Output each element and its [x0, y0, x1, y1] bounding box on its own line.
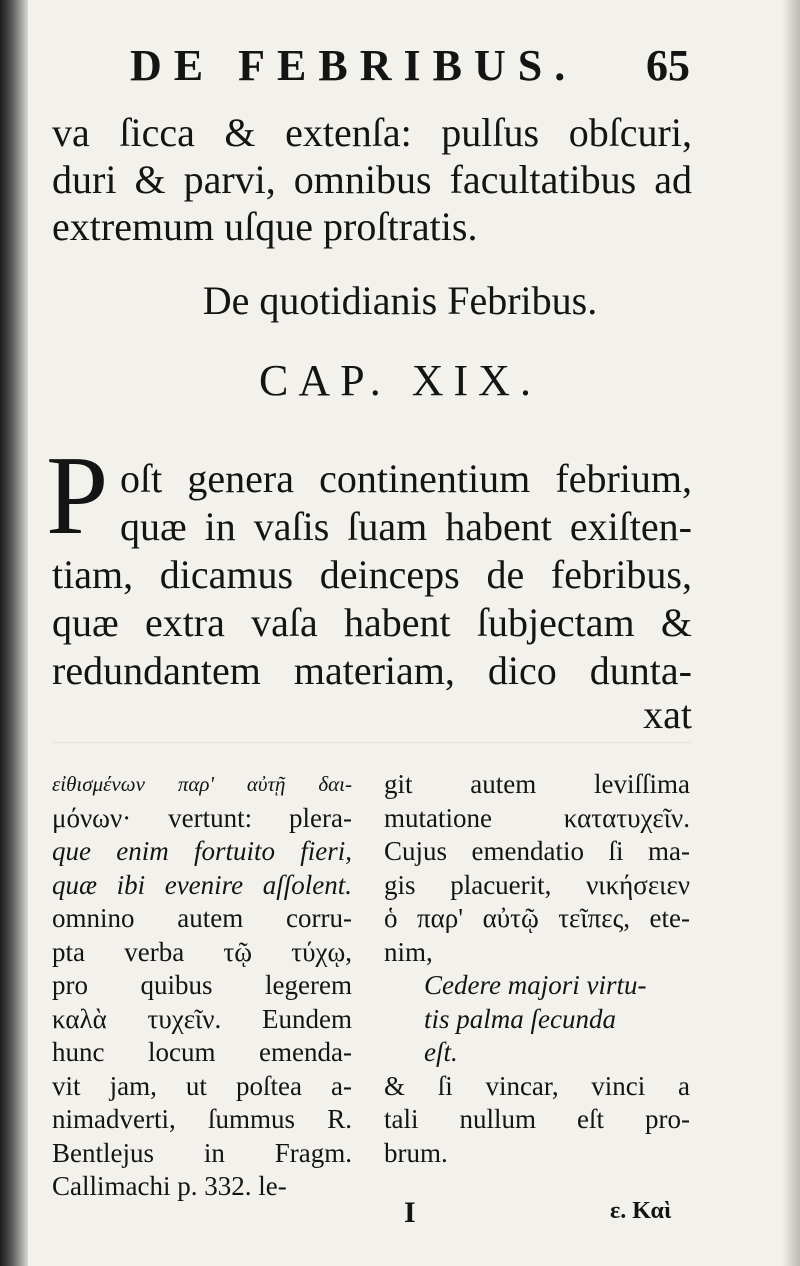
page-edge-shadow	[0, 0, 28, 1266]
footnote-line: brum.	[384, 1137, 448, 1168]
footnote-line: nimadverti, ſummus R.	[52, 1104, 352, 1134]
footnote-line: nim,	[384, 936, 433, 967]
body-line: extremum uſque proſtratis.	[52, 204, 478, 249]
body-line: va ſicca & extenſa: pulſus obſcuri,	[52, 110, 692, 155]
body-line: duri & parvi, omnibus facultatibus ad	[52, 157, 692, 202]
running-title: DE FEBRIBUS.	[130, 41, 578, 90]
footnote-line: εἰθισμένων παρ' αὐτῇ δαι-	[52, 772, 352, 796]
footnote-line: vit jam, ut poſtea a-	[52, 1070, 352, 1101]
footnote-line: quæ ibi evenire aſſolent.	[52, 869, 352, 900]
footnote-line: μόνων· vertunt: plera-	[52, 802, 352, 833]
footnote-line: gis placuerit, νικήσειεν	[384, 869, 690, 900]
footnote-line: Cujus emendatio ſi ma-	[384, 836, 690, 866]
footnote-line: eſt.	[424, 1037, 458, 1067]
footnote-line: Callimachi p. 332. le-	[52, 1171, 287, 1201]
footnote-line: git autem leviſſima	[384, 769, 690, 799]
footnote-line: mutatione κατατυχεῖν.	[384, 802, 690, 833]
footnote-column-right	[384, 768, 690, 1170]
page-edge-right	[782, 0, 800, 1266]
paragraph-line: redundantem materiam, dico dunta-	[52, 648, 692, 693]
signature-mark: I	[404, 1196, 416, 1229]
notes-separator	[52, 742, 692, 743]
footnote-line: Bentlejus in Fragm.	[52, 1137, 352, 1168]
footnote-line: Cedere majori virtu-	[424, 970, 647, 1000]
paragraph-line-end: xat	[643, 692, 692, 737]
catchword: ε. Καὶ	[610, 1198, 672, 1224]
footnote-line: καλὰ τυχεῖν. Eundem	[52, 1003, 352, 1034]
running-header	[130, 38, 690, 98]
paragraph-line: quæ extra vaſa habent ſubjectam &	[52, 600, 692, 645]
footnote-line: tali nullum eſt pro-	[384, 1104, 690, 1134]
footnote-line: omnino autem corru-	[52, 903, 352, 933]
footnote-line: ὁ παρ' αὐτῷ τεῖπες, ete-	[384, 903, 690, 933]
paragraph-line: tiam, dicamus deinceps de febribus,	[52, 552, 692, 597]
chapter-heading: CAP. XIX.	[259, 356, 541, 405]
footnote-line: pta verba τῷ τύχῳ,	[52, 936, 352, 967]
page-number: 65	[646, 41, 690, 90]
drop-cap: P	[46, 434, 109, 558]
section-subheading: De quotidianis Febribus.	[202, 278, 598, 323]
footnote-line: hunc locum emenda-	[52, 1037, 352, 1067]
footnote-line: tis palma ſecunda	[424, 1003, 616, 1034]
footnote-line: que enim fortuito fieri,	[52, 836, 352, 866]
footnote-line: pro quibus legerem	[52, 970, 352, 1000]
footnote-column-left	[52, 768, 352, 1204]
footnote-line: & ſi vincar, vinci a	[384, 1070, 690, 1101]
paragraph-line: oſt genera continentium febrium,	[120, 456, 692, 501]
paragraph-line: quæ in vaſis ſuam habent exiſten-	[120, 504, 692, 549]
